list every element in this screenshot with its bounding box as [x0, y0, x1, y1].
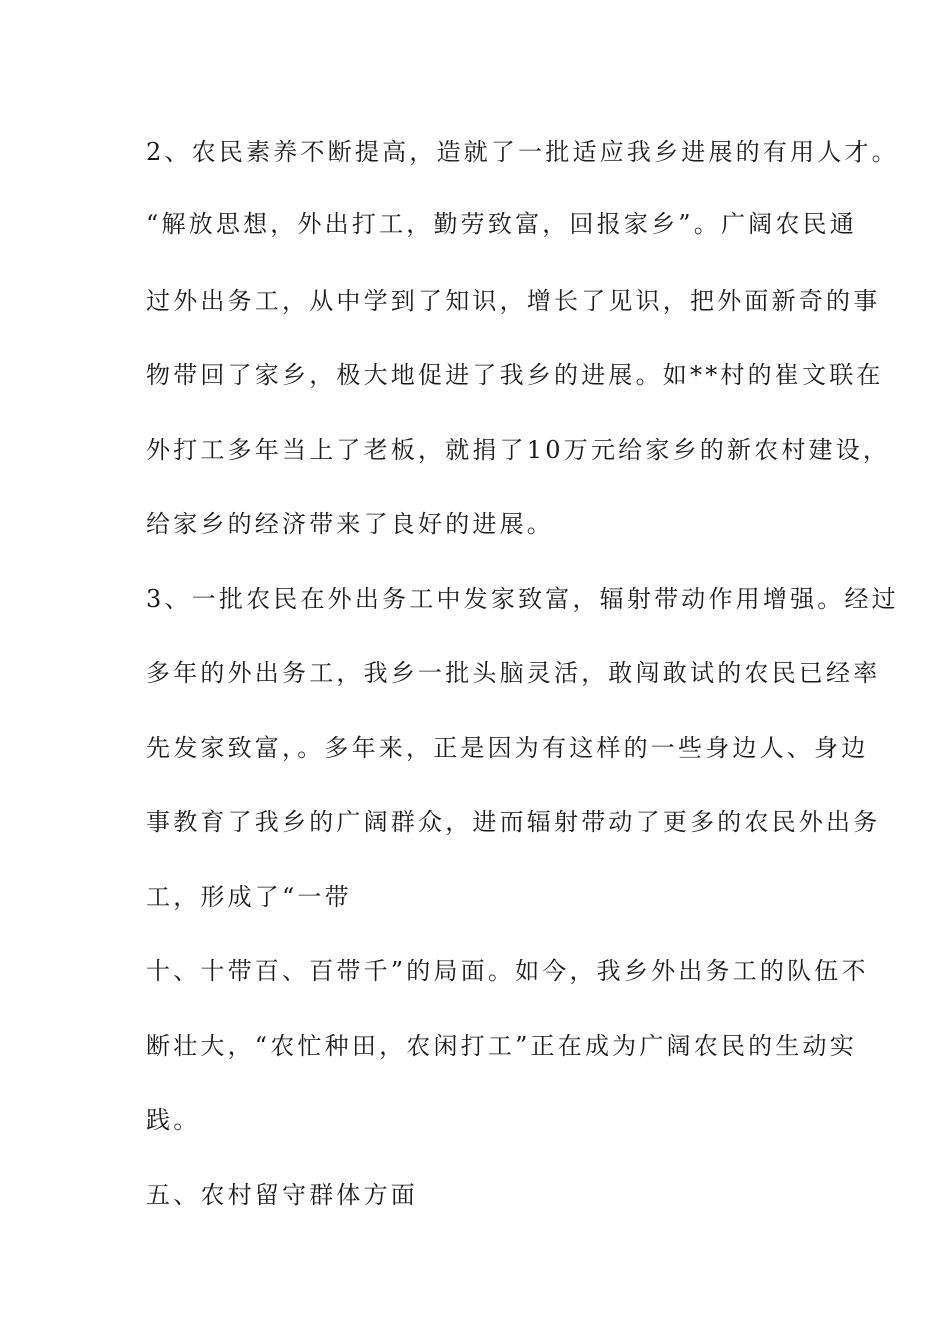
text-line: 外打工多年当上了老板，就捐了10万元给家乡的新农村建设， — [146, 436, 891, 464]
text-line: 先发家致富，。多年来，正是因为有这样的一些身边人、身边 — [146, 734, 869, 762]
text-line: 多年的外出务工，我乡一批头脑灵活，敢闯敢试的农民已经率 — [146, 659, 881, 687]
text-line: 践。 — [146, 1106, 201, 1134]
text-line: 十、十带百、百带千”的局面。如今，我乡外出务工的队伍不 — [146, 957, 869, 985]
text-line: “解放思想，外出打工，勤劳致富，回报家乡”。广阔农民通 — [146, 210, 857, 238]
text-line: 物带回了家乡，极大地促进了我乡的进展。如**村的崔文联在 — [146, 361, 884, 389]
text-line: 过外出务工，从中学到了知识，增长了见识，把外面新奇的事 — [146, 287, 881, 315]
text-line: 断壮大，“农忙种田，农闲打工”正在成为广阔农民的生动实 — [146, 1032, 857, 1060]
text-line: 工，形成了“一带 — [146, 883, 352, 911]
text-line: 给家乡的经济带来了良好的进展。 — [146, 510, 554, 538]
text-line: 3、一批农民在外出务工中发家致富，辐射带动作用增强。经过 — [146, 585, 899, 613]
text-line: 五、农村留守群体方面 — [146, 1181, 418, 1209]
text-line: 事教育了我乡的广阔群众，进而辐射带动了更多的农民外出务 — [146, 808, 881, 836]
text-line: 2、农民素养不断提高，造就了一批适应我乡进展的有用人才。 — [146, 138, 899, 166]
